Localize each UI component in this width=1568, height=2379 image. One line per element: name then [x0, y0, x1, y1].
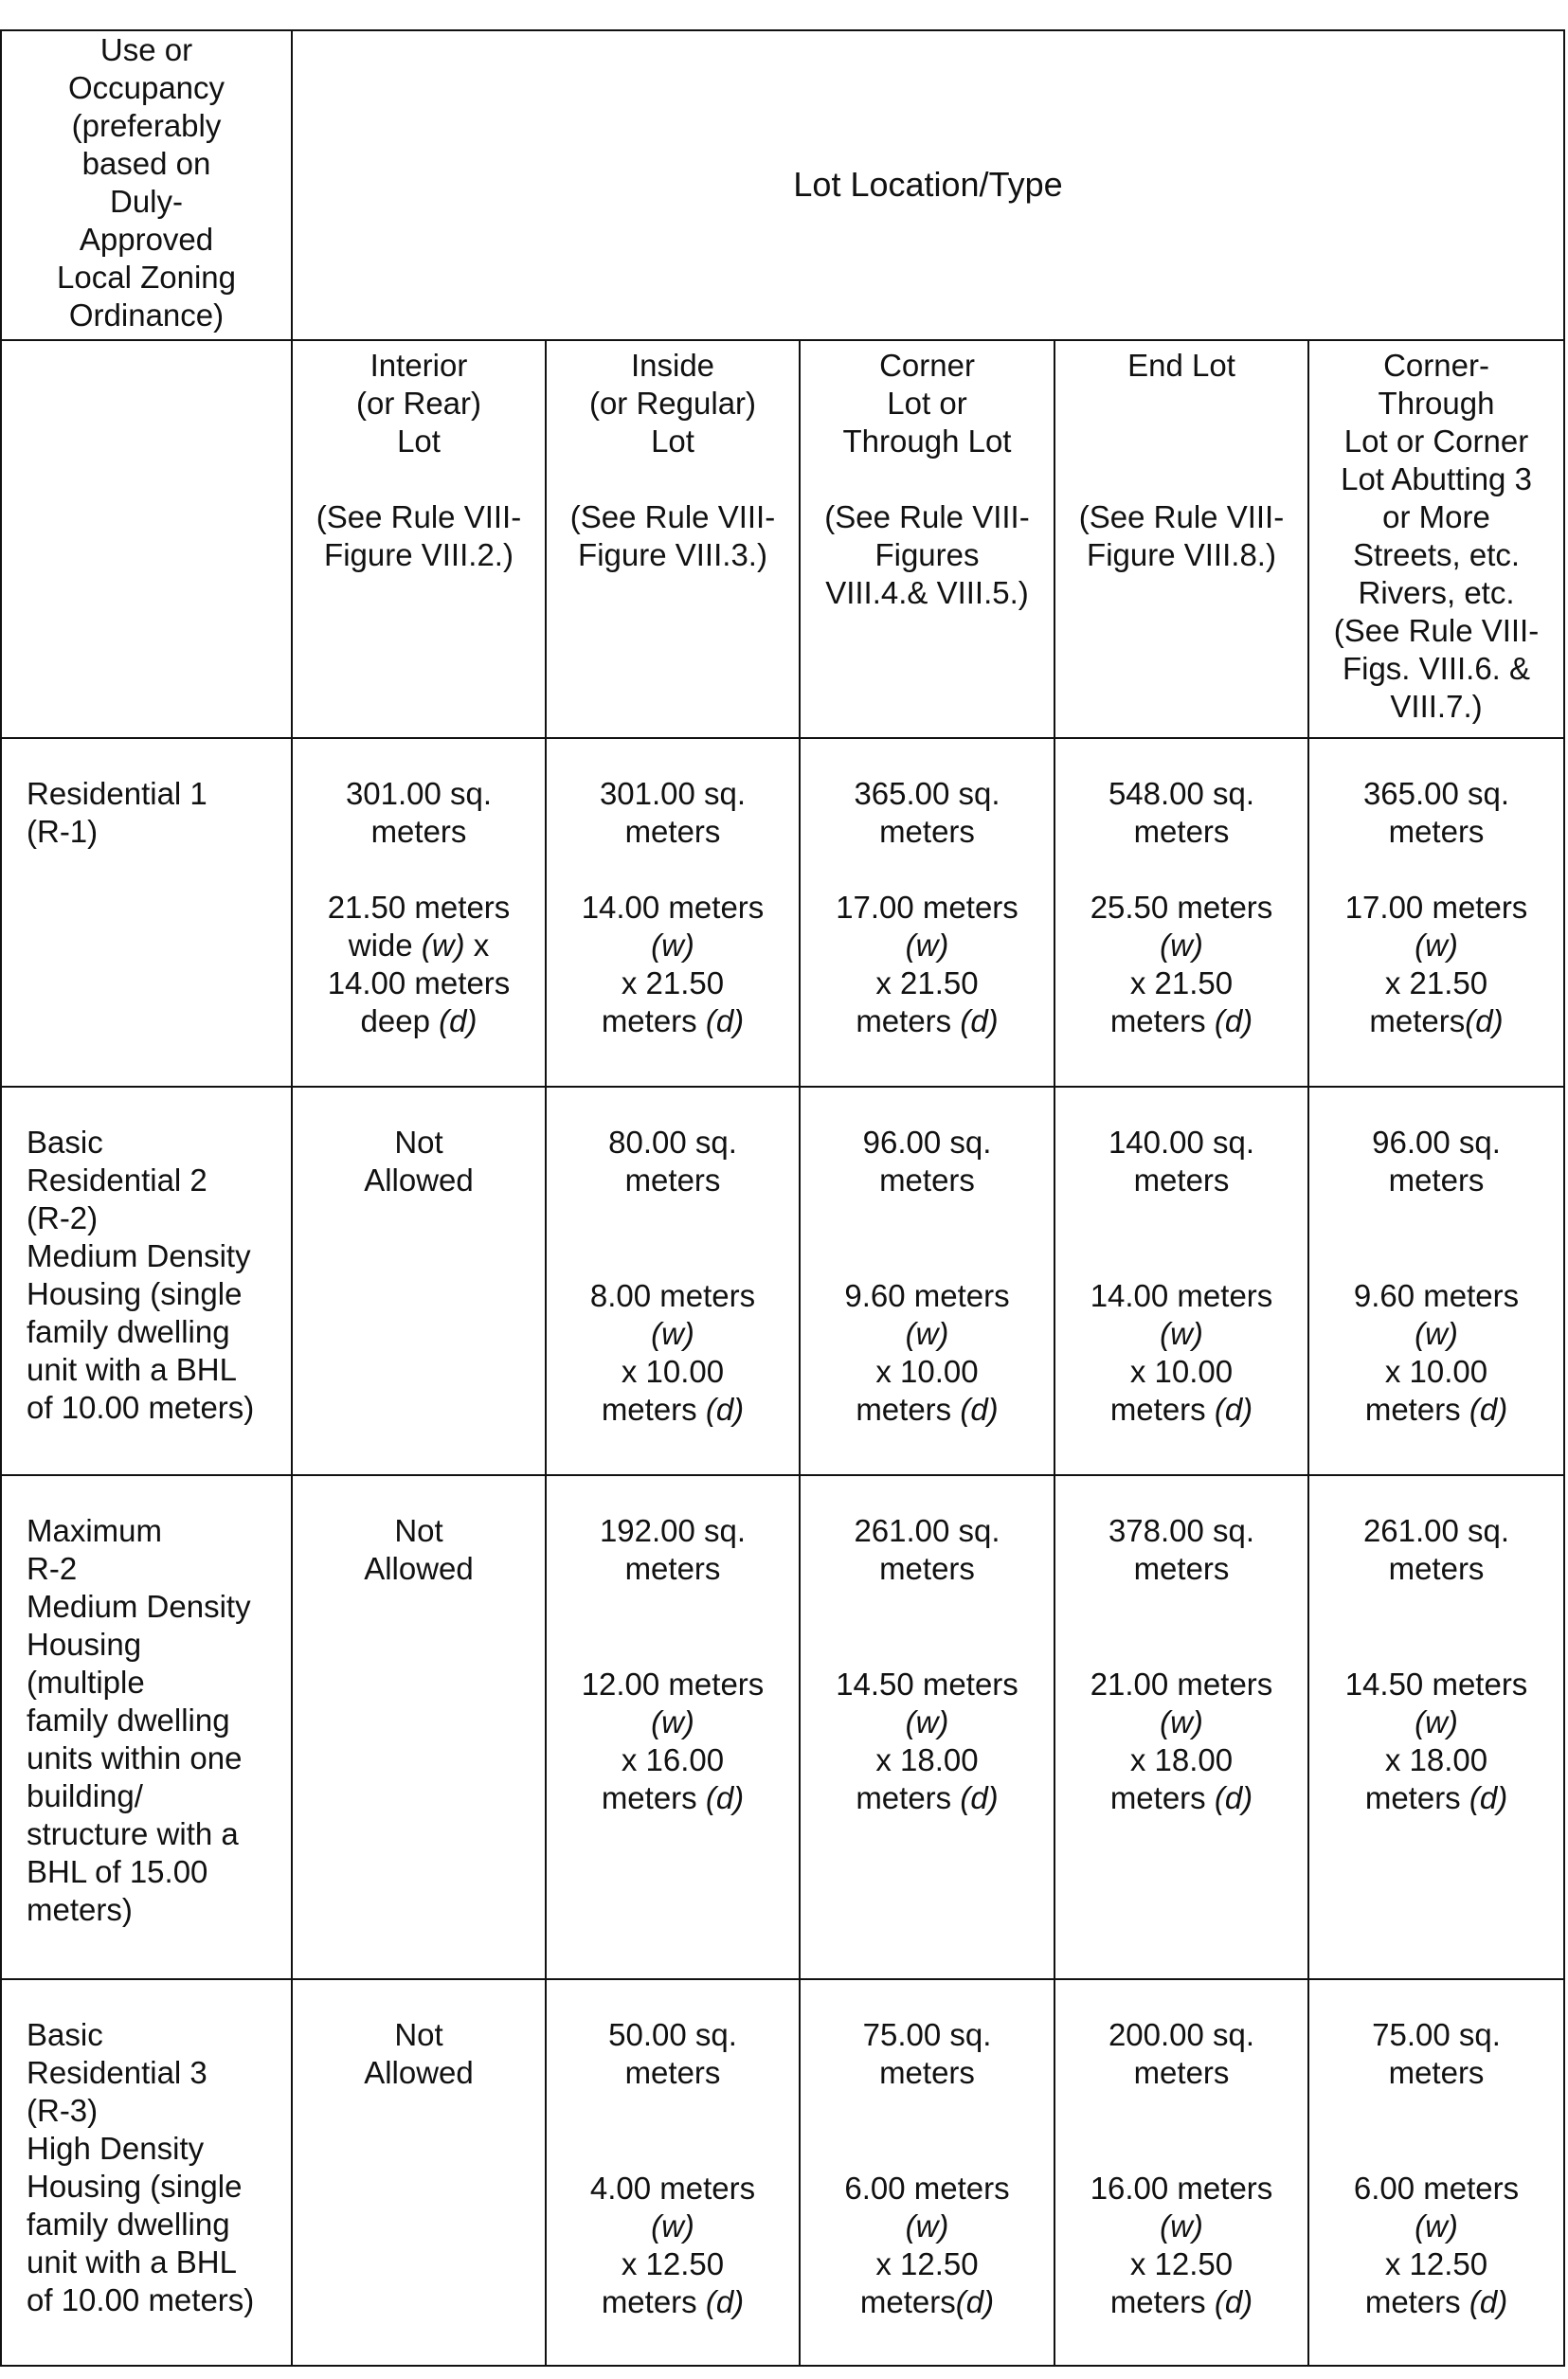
- use-header-line: (preferably: [71, 108, 222, 143]
- use-occupancy-line: (R-3): [27, 2093, 99, 2128]
- lot-dimension-line: 4.00 meters: [589, 2171, 756, 2206]
- lot-area-line: meters: [1133, 1162, 1230, 1198]
- lot-requirement-cell: [546, 1979, 800, 2366]
- lot-dimension-line: 14.00 meters: [581, 890, 765, 925]
- use-occupancy-cell: [1, 738, 292, 1087]
- lot-requirement-cell: [1054, 1979, 1308, 2366]
- use-occupancy-line: BHL of 15.00: [27, 1854, 208, 1889]
- use-occupancy-line: building/: [27, 1778, 143, 1813]
- lot-requirement-cell: [546, 738, 800, 1087]
- lot-dimension-line: [801, 927, 1054, 964]
- column-header-ref: VIII.4.& VIII.5.): [825, 575, 1029, 610]
- lot-area-line: meters: [624, 814, 721, 849]
- column-header-4: [1308, 340, 1564, 738]
- lot-dimension-line: x 12.50: [1129, 2246, 1234, 2281]
- unit-marker: (w): [1160, 1316, 1203, 1351]
- unit-marker: (d): [1469, 1392, 1508, 1427]
- lot-area-line: 140.00 sq.: [1108, 1125, 1255, 1160]
- lot-area-line: 301.00 sq.: [599, 776, 747, 811]
- lot-requirement-cell: [800, 1087, 1054, 1475]
- use-occupancy-line: High Density: [27, 2131, 205, 2166]
- use-occupancy-line: Residential 1: [27, 776, 207, 811]
- unit-marker: (d): [705, 1392, 745, 1427]
- lot-dimension-line: meters (d): [601, 1780, 745, 1815]
- lot-dimension-line: 14.50 meters: [836, 1667, 1018, 1702]
- lot-requirement-cell: [800, 1979, 1054, 2366]
- lot-dimension-line: 6.00 meters: [844, 2171, 1010, 2206]
- unit-marker: (d): [705, 2284, 745, 2319]
- use-header-line: Ordinance): [68, 297, 225, 333]
- lot-dimension-line: meters (d): [1364, 1392, 1508, 1427]
- use-occupancy-header-text: [2, 31, 291, 334]
- lot-requirement-cell: [1308, 738, 1564, 1087]
- lot-dimension-line: x 21.50: [1129, 965, 1234, 1000]
- lot-requirement-cell: [546, 1087, 800, 1475]
- lot-dimension-line: x 10.00: [1384, 1354, 1488, 1389]
- lot-dimension-line: [1309, 2208, 1563, 2245]
- lot-dimension-line: 9.60 meters: [1353, 1278, 1520, 1313]
- unit-marker: (w): [1160, 928, 1203, 963]
- lot-requirement-cell: [292, 738, 546, 1087]
- lot-area-line: Not: [394, 2017, 443, 2052]
- column-header-name: Streets, etc.: [1352, 537, 1521, 572]
- lot-dimension-line: [1309, 927, 1563, 964]
- use-header-line: Use or: [99, 32, 193, 67]
- lot-dimension-line: 17.00 meters: [1344, 890, 1528, 925]
- lot-area-line: 80.00 sq.: [608, 1125, 737, 1160]
- column-header-name: Lot Abutting 3: [1341, 461, 1532, 496]
- use-occupancy-line: Housing (single: [27, 2169, 243, 2204]
- lot-dimension-line: 25.50 meters: [1090, 890, 1273, 925]
- use-header-line: Duly-: [109, 184, 183, 219]
- use-header-line: based on: [81, 146, 211, 181]
- use-occupancy-line: (R-2): [27, 1200, 99, 1235]
- lot-dimension-line: [1055, 1703, 1307, 1741]
- column-header-name: Rivers, etc.: [1358, 575, 1515, 610]
- use-occupancy-line: unit with a BHL: [27, 2244, 237, 2280]
- lot-area-line: Not: [394, 1513, 443, 1548]
- column-header-name: or More: [1382, 499, 1490, 534]
- lot-dimension-line: x 18.00: [1384, 1742, 1488, 1777]
- use-occupancy-line: unit with a BHL: [27, 1352, 237, 1387]
- column-header-name: (or Rear): [355, 386, 482, 421]
- lot-dimension-line: deep (d): [360, 1003, 478, 1038]
- table-row: [1, 738, 1564, 1087]
- lot-dimension-line: [547, 1703, 799, 1741]
- lot-area-line: 75.00 sq.: [862, 2017, 992, 2052]
- lot-dimension-line: meters (d): [856, 1003, 999, 1038]
- lot-area-line: meters: [1388, 1551, 1485, 1586]
- lot-area-line: meters: [1133, 1551, 1230, 1586]
- lot-dimension-line: [1055, 2208, 1307, 2245]
- lot-requirement-cell: [800, 1475, 1054, 1979]
- lot-requirement-cell: [1054, 738, 1308, 1087]
- lot-area-line: 261.00 sq.: [854, 1513, 1000, 1548]
- use-occupancy-line: of 10.00 meters): [27, 2282, 255, 2317]
- lot-dimension-line: 14.00 meters: [1090, 1278, 1273, 1313]
- use-occupancy-line: Housing: [27, 1627, 142, 1662]
- lot-area-line: meters: [879, 2055, 975, 2090]
- lot-dimension-line: 8.00 meters: [589, 1278, 756, 1313]
- lot-requirement-cell: [800, 738, 1054, 1087]
- use-occupancy-line: Medium Density: [27, 1589, 251, 1624]
- unit-marker: (w): [1415, 2208, 1458, 2244]
- use-occupancy-line: Basic: [27, 1125, 103, 1160]
- unit-marker: (d): [1465, 1003, 1504, 1038]
- lot-requirement-cell: [1308, 1979, 1564, 2366]
- lot-dimension-line: meters(d): [1369, 1003, 1504, 1038]
- lot-dimension-line: 14.50 meters: [1344, 1667, 1528, 1702]
- use-header-line: Local Zoning: [57, 260, 236, 295]
- column-header-name: Lot or Corner: [1343, 424, 1529, 459]
- column-header-ref: Figures: [874, 537, 980, 572]
- unit-marker: (d): [960, 1392, 999, 1427]
- lot-area-line: meters: [1388, 1162, 1485, 1198]
- unit-marker: (d): [1214, 1392, 1253, 1427]
- lot-dimension-line: 6.00 meters: [1353, 2171, 1520, 2206]
- lot-dimension-line: 16.00 meters: [1090, 2171, 1273, 2206]
- lot-dimension-line: x 21.50: [1384, 965, 1488, 1000]
- lot-dimension-line: [1309, 1703, 1563, 1741]
- column-header-ref: (See Rule VIII-: [315, 499, 522, 534]
- lot-dimension-line: x 18.00: [1129, 1742, 1234, 1777]
- lot-area-line: meters: [624, 1551, 721, 1586]
- unit-marker: (w): [1160, 1704, 1203, 1739]
- lot-area-line: meters: [879, 1162, 975, 1198]
- lot-dimension-line: meters (d): [856, 1392, 999, 1427]
- header-blank-cell: [1, 340, 292, 738]
- column-header-2: [800, 340, 1054, 738]
- header-row-1: [1, 30, 1564, 340]
- unit-marker: (w): [905, 2208, 949, 2244]
- lot-dimension-line: meters(d): [859, 2284, 995, 2319]
- use-occupancy-line: family dwelling: [27, 1703, 230, 1738]
- lot-area-line: 261.00 sq.: [1362, 1513, 1510, 1548]
- lot-requirement-cell: [546, 1475, 800, 1979]
- unit-marker: (w): [651, 1704, 694, 1739]
- column-header-name: Corner: [879, 348, 975, 383]
- unit-marker: (d): [960, 1780, 999, 1815]
- lot-area-line: meters: [370, 814, 467, 849]
- lot-area-line: 75.00 sq.: [1372, 2017, 1501, 2052]
- lot-requirement-cell: [1308, 1087, 1564, 1475]
- lot-area-line: meters: [879, 814, 975, 849]
- unit-marker: (d): [705, 1003, 745, 1038]
- table-row: [1, 1087, 1564, 1475]
- lot-dimension-line: x 16.00: [621, 1742, 725, 1777]
- lot-area-line: 200.00 sq.: [1108, 2017, 1255, 2052]
- use-occupancy-line: family dwelling: [27, 1314, 230, 1349]
- unit-marker: (w): [651, 2208, 694, 2244]
- unit-marker: (w): [905, 1316, 949, 1351]
- unit-marker: (w): [905, 928, 949, 963]
- lot-dimension-line: x 12.50: [621, 2246, 725, 2281]
- unit-marker: (d): [960, 1003, 999, 1038]
- lot-area-line: 50.00 sq.: [608, 2017, 737, 2052]
- lot-area-line: meters: [1133, 2055, 1230, 2090]
- lot-dimension-line: x 12.50: [875, 2246, 979, 2281]
- lot-dimension-line: [801, 1315, 1054, 1353]
- lot-area-line: 96.00 sq.: [862, 1125, 992, 1160]
- unit-marker: (d): [1214, 2284, 1253, 2319]
- lot-location-type-header: [292, 30, 1564, 340]
- lot-dimension-line: [801, 1703, 1054, 1741]
- column-header-name: Lot: [397, 424, 441, 459]
- lot-dimension-line: meters (d): [1109, 1003, 1253, 1038]
- lot-dimension-line: x 10.00: [875, 1354, 979, 1389]
- lot-dimension-line: meters (d): [1364, 2284, 1508, 2319]
- lot-area-line: 378.00 sq.: [1108, 1513, 1255, 1548]
- lot-dimension-line: meters (d): [856, 1780, 999, 1815]
- use-occupancy-cell: [1, 1087, 292, 1475]
- lot-area-line: meters: [624, 1162, 721, 1198]
- table-row: [1, 1979, 1564, 2366]
- lot-dimension-line: x 21.50: [875, 965, 979, 1000]
- lot-dimension-line: meters (d): [601, 1392, 745, 1427]
- use-occupancy-line: of 10.00 meters): [27, 1390, 255, 1425]
- column-header-name: Corner-: [1383, 348, 1489, 383]
- use-occupancy-line: Basic: [27, 2017, 103, 2052]
- column-header-name: VIII.7.): [1390, 689, 1483, 724]
- unit-marker: (d): [1214, 1003, 1253, 1038]
- lot-dimension-line: 21.00 meters: [1090, 1667, 1273, 1702]
- lot-area-line: meters: [624, 2055, 721, 2090]
- use-occupancy-line: family dwelling: [27, 2207, 230, 2242]
- column-header-ref: Figure VIII.8.): [1087, 537, 1276, 572]
- use-occupancy-line: meters): [27, 1892, 133, 1927]
- column-header-name: (or Regular): [588, 386, 757, 421]
- lot-area-line: Not: [394, 1125, 443, 1160]
- lot-dimension-line: [1055, 1315, 1307, 1353]
- unit-marker: (w): [1415, 928, 1458, 963]
- lot-dimension-line: meters (d): [601, 2284, 745, 2319]
- lot-area-line: meters: [879, 1551, 975, 1586]
- use-occupancy-line: R-2: [27, 1551, 78, 1586]
- lot-area-line: Allowed: [364, 1551, 474, 1586]
- lot-dimension-line: 21.50 meters: [327, 890, 511, 925]
- column-header-ref: (See Rule VIII-: [824, 499, 1030, 534]
- lot-dimension-line: [547, 1315, 799, 1353]
- lot-dimension-line: meters (d): [1364, 1780, 1508, 1815]
- header-row-2: [1, 340, 1564, 738]
- use-occupancy-cell: [1, 1979, 292, 2366]
- lot-area-line: meters: [1133, 814, 1230, 849]
- column-header-name: (See Rule VIII-: [1333, 613, 1540, 648]
- unit-marker: (w): [651, 928, 694, 963]
- lot-dimension-line: meters (d): [601, 1003, 745, 1038]
- lot-dimension-line: [801, 2208, 1054, 2245]
- unit-marker: (d): [439, 1003, 478, 1038]
- table-row: [1, 1475, 1564, 1979]
- use-occupancy-line: (multiple: [27, 1665, 145, 1700]
- lot-dimension-line: x 18.00: [875, 1742, 979, 1777]
- column-header-1: [546, 340, 800, 738]
- lot-dimension-line: meters (d): [1109, 1392, 1253, 1427]
- lot-dimension-line: wide (w) x: [348, 928, 490, 963]
- use-occupancy-line: Medium Density: [27, 1238, 251, 1273]
- lot-dimension-line: [547, 927, 799, 964]
- use-occupancy-line: units within one: [27, 1740, 243, 1775]
- lot-area-line: 548.00 sq.: [1108, 776, 1255, 811]
- use-occupancy-cell: [1, 1475, 292, 1979]
- lot-area-line: 301.00 sq.: [345, 776, 493, 811]
- column-header-name: Through Lot: [842, 424, 1012, 459]
- unit-marker: (w): [1415, 1704, 1458, 1739]
- unit-marker: (d): [955, 2284, 995, 2319]
- lot-area-line: Allowed: [364, 2055, 474, 2090]
- column-header-ref: (See Rule VIII-: [569, 499, 776, 534]
- use-occupancy-line: Maximum: [27, 1513, 163, 1548]
- unit-marker: (d): [1469, 1780, 1508, 1815]
- lot-location-type-title: Lot Location/Type: [793, 164, 1063, 204]
- use-occupancy-line: Residential 3: [27, 2055, 207, 2090]
- lot-requirement-cell: [1054, 1475, 1308, 1979]
- lot-requirement-cell: [1054, 1087, 1308, 1475]
- column-header-name: Through: [1378, 386, 1495, 421]
- use-occupancy-line: structure with a: [27, 1816, 239, 1851]
- unit-marker: (d): [1469, 2284, 1508, 2319]
- lot-area-line: meters: [1388, 2055, 1485, 2090]
- use-occupancy-line: Housing (single: [27, 1276, 243, 1311]
- column-header-name: Figs. VIII.6. &: [1342, 651, 1531, 686]
- lot-requirement-cell: [292, 1979, 546, 2366]
- column-header-name: Inside: [630, 348, 715, 383]
- column-header-ref: (See Rule VIII-: [1078, 499, 1285, 534]
- column-header-3: [1054, 340, 1308, 738]
- column-header-name: Interior: [369, 348, 468, 383]
- lot-area-line: meters: [1388, 814, 1485, 849]
- lot-dimension-line: x 12.50: [1384, 2246, 1488, 2281]
- lot-area-line: Allowed: [364, 1162, 474, 1198]
- lot-requirement-cell: [292, 1087, 546, 1475]
- lot-requirement-cell: [1308, 1475, 1564, 1979]
- unit-marker: (w): [905, 1704, 949, 1739]
- lot-dimension-line: x 21.50: [621, 965, 725, 1000]
- lot-dimension-line: meters (d): [1109, 2284, 1253, 2319]
- column-header-name: End Lot: [1127, 348, 1235, 383]
- lot-area-line: 192.00 sq.: [599, 1513, 747, 1548]
- use-header-line: Occupancy: [67, 70, 225, 105]
- lot-dimension-line: 9.60 meters: [844, 1278, 1010, 1313]
- lot-area-line: 365.00 sq.: [1362, 776, 1510, 811]
- table-body: [1, 30, 1564, 2366]
- unit-marker: (w): [651, 1316, 694, 1351]
- unit-marker: (d): [1214, 1780, 1253, 1815]
- lot-dimension-line: x 10.00: [1129, 1354, 1234, 1389]
- unit-marker: (d): [705, 1780, 745, 1815]
- use-occupancy-line: (R-1): [27, 814, 99, 849]
- lot-dimension-line: [1309, 1315, 1563, 1353]
- column-header-ref: Figure VIII.2.): [324, 537, 514, 572]
- lot-area-line: 365.00 sq.: [854, 776, 1000, 811]
- lot-dimension-line: [1055, 927, 1307, 964]
- use-header-line: Approved: [79, 222, 214, 257]
- unit-marker: (w): [1160, 2208, 1203, 2244]
- use-occupancy-line: Residential 2: [27, 1162, 207, 1198]
- lot-requirement-cell: [292, 1475, 546, 1979]
- lot-dimension-line: meters (d): [1109, 1780, 1253, 1815]
- lot-dimension-line: 12.00 meters: [581, 1667, 765, 1702]
- use-occupancy-header: [1, 30, 292, 340]
- column-header-ref: Figure VIII.3.): [578, 537, 767, 572]
- column-header-name: Lot: [651, 424, 694, 459]
- unit-marker: (w): [421, 928, 465, 963]
- lot-dimension-line: [547, 2208, 799, 2245]
- lot-requirements-table: [0, 29, 1565, 2367]
- lot-area-line: 96.00 sq.: [1372, 1125, 1501, 1160]
- lot-dimension-line: 17.00 meters: [836, 890, 1018, 925]
- lot-dimension-line: 14.00 meters: [327, 965, 511, 1000]
- lot-dimension-line: x 10.00: [621, 1354, 725, 1389]
- column-header-0: [292, 340, 546, 738]
- column-header-name: Lot or: [887, 386, 967, 421]
- unit-marker: (w): [1415, 1316, 1458, 1351]
